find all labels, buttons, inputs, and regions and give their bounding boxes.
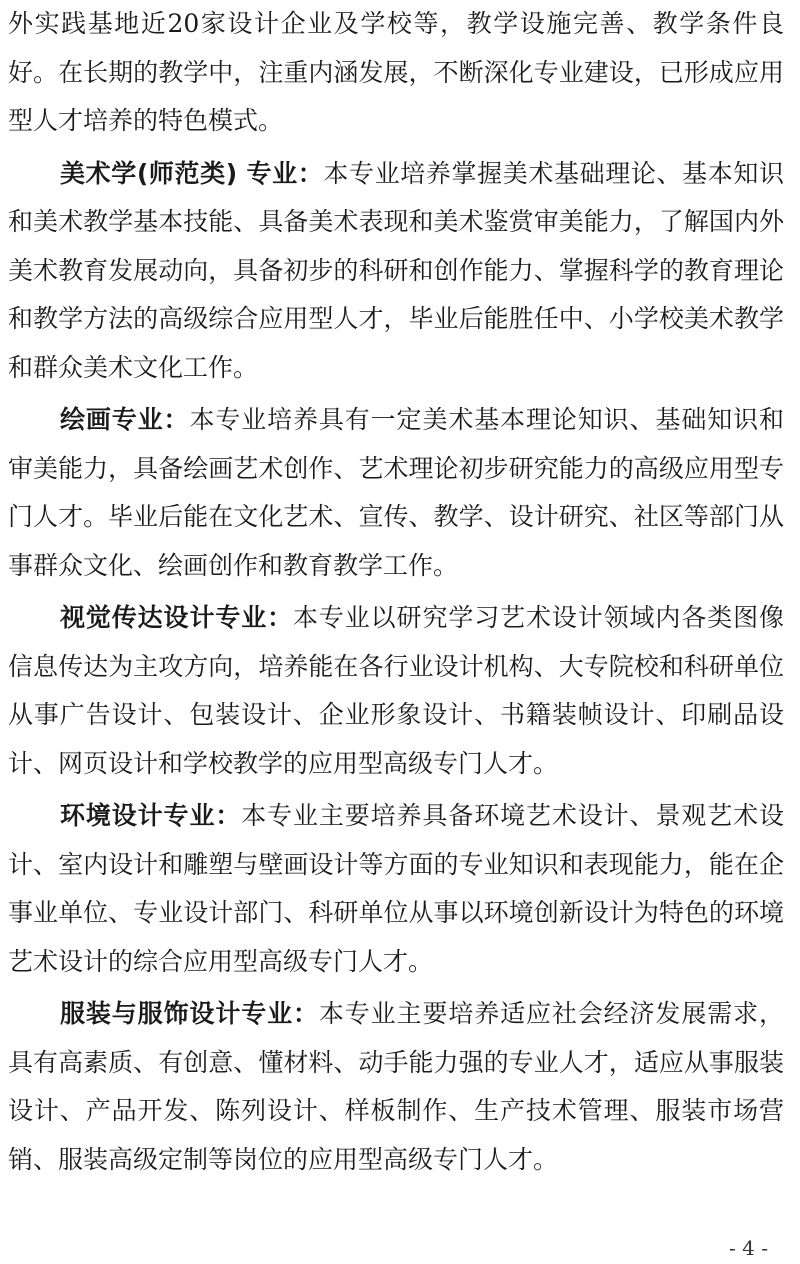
major-heading-fine-arts: 美术学(师范类) 专业：	[60, 158, 324, 188]
paragraph-body: 本专业主要培养具备环境艺术设计、景观艺术设计、室内设计和雕塑与壁画设计等方面的专业知识和表现能力，能在企事业单位、专业设计部门、科研单位从事以环境创新设计为特色的环境艺术设计的综合应用型高级专门人才。	[8, 801, 784, 976]
document-page	[8, 0, 784, 1184]
paragraph-body: 外实践基地近20家设计企业及学校等，教学设施完善、教学条件良好。在长期的教学中，注重内涵发展，不断深化专业建设，已形成应用型人才培养的特色模式。	[8, 9, 784, 135]
paragraph-body: 本专业培养具有一定美术基本理论知识、基础知识和审美能力，具备绘画艺术创作、艺术理论初步研究能力的高级应用型专门人才。毕业后能在文化艺术、宣传、教学、设计研究、社区等部门从事群众文化、绘画创作和教育教学工作。	[8, 405, 784, 580]
paragraph-visual-communication	[8, 594, 784, 788]
paragraph-fine-arts-education	[8, 150, 784, 393]
major-heading-fashion-design: 服装与服饰设计专业：	[60, 999, 319, 1028]
major-heading-visual-communication: 视觉传达设计专业：	[60, 603, 293, 632]
paragraph-intro-continued	[8, 0, 784, 146]
paragraph-body: 本专业培养掌握美术基础理论、基本知识和美术教学基本技能、具备美术表现和美术鉴赏审美能力，了解国内外美术教育发展动向，具备初步的科研和创作能力、掌握科学的教育理论和教学方法的高级综合应用型人才，毕业后能胜任中、小学校美术教学和群众美术文化工作。	[8, 158, 784, 382]
paragraph-environmental-design	[8, 792, 784, 986]
page-number: - 4 -	[729, 1236, 768, 1260]
major-heading-environmental-design: 环境设计专业：	[60, 801, 242, 830]
paragraph-fashion-design	[8, 990, 784, 1184]
paragraph-painting	[8, 396, 784, 590]
paragraph-body: 本专业以研究学习艺术设计领域内各类图像信息传达为主攻方向，培养能在各行业设计机构、大专院校和科研单位从事广告设计、包装设计、企业形象设计、书籍装帧设计、印刷品设计、网页设计和学校教学的应用型高级专门人才。	[8, 603, 784, 778]
paragraph-body: 本专业主要培养适应社会经济发展需求，具有高素质、有创意、懂材料、动手能力强的专业人才，适应从事服装设计、产品开发、陈列设计、样板制作、生产技术管理、服装市场营销、服装高级定制等岗位的应用型高级专门人才。	[8, 999, 784, 1174]
major-heading-painting: 绘画专业：	[60, 405, 190, 434]
